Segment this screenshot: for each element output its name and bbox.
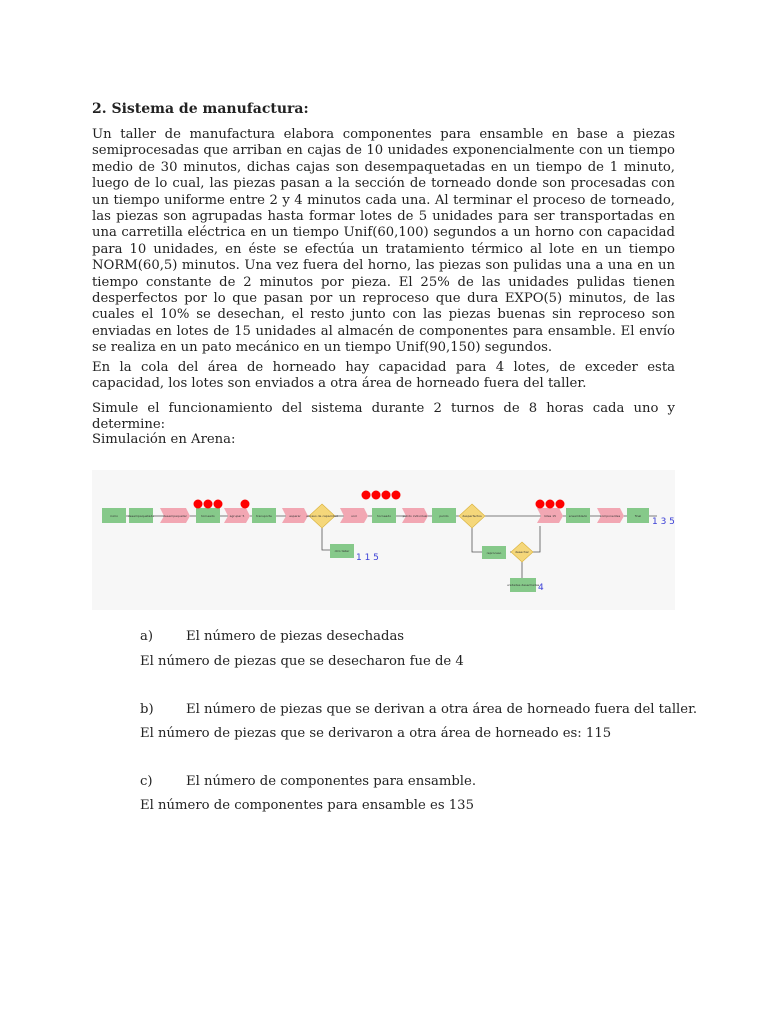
label-desempaquetado: desempaquetado	[127, 514, 155, 518]
question-a-mark: a)	[140, 629, 154, 644]
question-c: El número de componentes para ensamble.	[186, 774, 477, 789]
connectors	[122, 516, 657, 578]
label-desempaquetar: desempaquetar	[163, 514, 187, 518]
queue-entity	[241, 500, 250, 509]
branch-modules	[330, 542, 536, 592]
answer-a: El número de piezas que se desecharon fue de 4	[140, 654, 464, 669]
question-a: El número de piezas desechadas	[186, 629, 405, 644]
queue-entity	[362, 491, 371, 500]
queue-entity	[536, 500, 545, 509]
label-desechar: desechar	[515, 550, 529, 554]
label-transporte: transporte	[256, 514, 272, 518]
label-ensamblado: ensamblado	[568, 514, 588, 518]
arena-label: Simulación en Arena:	[92, 432, 236, 447]
label-esperar: esperar	[289, 514, 301, 518]
queue-entity	[214, 500, 223, 509]
question-b: El número de piezas que se derivan a otra área de horneado fuera del taller.	[186, 702, 698, 717]
arena-flowchart	[92, 470, 675, 610]
label-torneado: torneado	[201, 514, 215, 518]
counter-componentes: 1 3 5	[652, 517, 675, 527]
simulation-instruction: Simule el funcionamiento del sistema durante 2 turnos de 8 horas cada uno y determine:	[92, 401, 675, 433]
label-inicio: inicio	[110, 514, 118, 518]
answer-b: El número de piezas que se derivaron a otra área de horneado es: 115	[140, 726, 612, 741]
module-labels	[110, 514, 641, 587]
queue-capacity-note: En la cola del área de horneado hay capacidad para 4 lotes, de exceder esta capacidad, los lotes son enviados a otra área de horneado fuera del taller.	[92, 360, 675, 392]
label-unir: unir	[351, 514, 357, 518]
label-separar: pulido individual	[402, 514, 428, 518]
label-final: final	[634, 514, 642, 518]
counter-otro-taller: 1 1 5	[356, 553, 379, 563]
queue-entity	[392, 491, 401, 500]
label-reproceso: reproceso	[486, 551, 502, 555]
label-lotes: lotes 15	[543, 514, 557, 518]
label-desperfectos: desperfectos	[462, 514, 482, 518]
question-b-mark: b)	[140, 702, 154, 717]
label-desechadas: unidades desechadas	[506, 583, 540, 587]
label-componentes: componentes	[599, 514, 621, 518]
queue-entity	[382, 491, 391, 500]
answer-c: El número de componentes para ensamble es 135	[140, 798, 474, 813]
queue-animations	[194, 491, 565, 509]
queue-entity	[204, 500, 213, 509]
queue-entity	[194, 500, 203, 509]
counter-desechadas: 4	[538, 583, 544, 593]
label-agrupar: agrupar 5	[229, 514, 245, 518]
queue-entity	[372, 491, 381, 500]
queue-entity	[546, 500, 555, 509]
question-c-mark: c)	[140, 774, 153, 789]
label-otro-taller: otro taller	[334, 549, 350, 553]
label-decide-capacidad: exceso de capacidad	[306, 514, 338, 518]
queue-entity	[556, 500, 565, 509]
label-pulido: pulido	[439, 514, 449, 518]
section-title: 2. Sistema de manufactura:	[92, 101, 309, 117]
label-horneado: horneado	[376, 514, 392, 518]
problem-description: Un taller de manufactura elabora componentes para ensamble en base a piezas semiprocesadas que arriban en cajas de 10 unidades exponencialmente con un tiempo medio de 30 minutos, dichas cajas son desempaquetadas en un tiempo de 1 minuto, luego de lo cual, las piezas pasan a la sección de torneado donde son procesadas con un tiempo uniforme entre 2 y 4 minutos cada una. Al terminar el proceso de torneado, las piezas son agrupadas hasta formar lotes de 5 unidades para ser transportadas en una carretilla eléctrica en un tiempo Unif(60,100) segundos a un horno con capacidad para 10 unidades, en éste se efectúa un tratamiento térmico al lote en un tiempo NORM(60,5) minutos. Una vez fuera del horno, las piezas son pulidas una a una en un tiempo constante de 2 minutos por pieza. El 25% de las unidades pulidas tienen desperfectos por lo que pasan por un reproceso que dura EXPO(5) minutos, de las cuales el 10% se desechan, el resto junto con las piezas buenas sin reproceso son enviadas en lotes de 15 unidades al almacén de componentes para ensamble. El envío se realiza en un pato mecánico en un tiempo Unif(90,150) segundos.	[92, 127, 675, 356]
arena-model-figure	[92, 470, 675, 610]
